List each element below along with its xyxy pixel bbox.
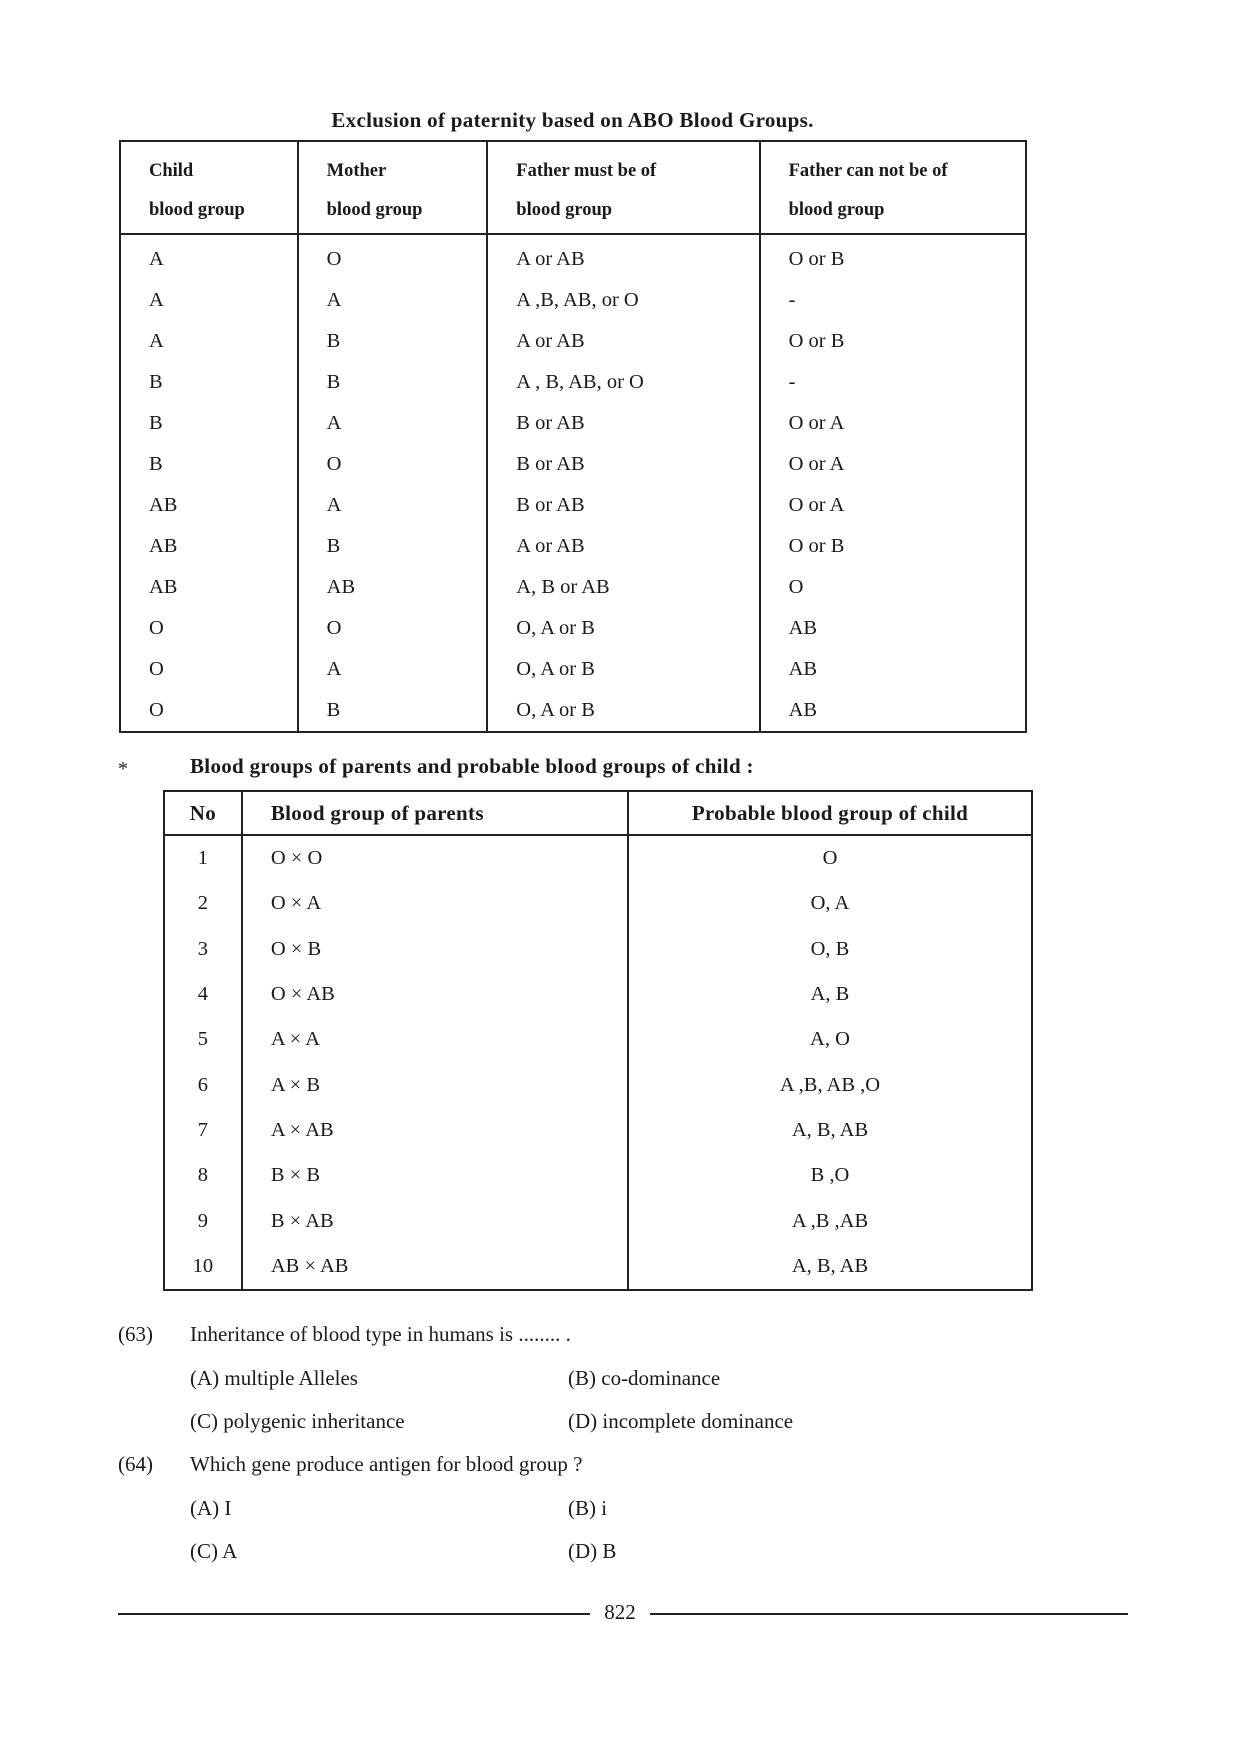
table-cell: O × B bbox=[242, 927, 628, 972]
table-cell: A ,B, AB, or O bbox=[487, 280, 759, 321]
parent-child-blood-group-table bbox=[163, 790, 1033, 1291]
option-d: (D) incomplete dominance bbox=[568, 1409, 794, 1433]
header-line: blood group bbox=[149, 200, 245, 220]
table-cell: A bbox=[120, 280, 298, 321]
table-row bbox=[120, 444, 1026, 485]
header-line: Mother bbox=[326, 161, 387, 181]
table-cell: AB bbox=[788, 658, 818, 680]
table-row bbox=[164, 1198, 1032, 1243]
table-cell: A bbox=[120, 234, 298, 280]
paternity-exclusion-table bbox=[119, 140, 1027, 733]
header-child bbox=[120, 141, 298, 234]
option-b: (B) i bbox=[568, 1496, 608, 1520]
table-cell: A, B bbox=[810, 983, 850, 1006]
table-cell: AB × AB bbox=[242, 1244, 628, 1290]
table-cell: O, A or B bbox=[487, 608, 759, 649]
table-cell: B or AB bbox=[487, 403, 759, 444]
table-row bbox=[164, 1244, 1032, 1290]
table-cell: B bbox=[298, 321, 488, 362]
table-cell: 7 bbox=[164, 1108, 242, 1153]
table-row bbox=[120, 690, 1026, 732]
table-cell: A × AB bbox=[242, 1108, 628, 1153]
table-cell: O bbox=[298, 444, 488, 485]
table1-title: Exclusion of paternity based on ABO Blood Groups. bbox=[331, 108, 814, 132]
page-number: 822 bbox=[604, 1600, 636, 1624]
table-row bbox=[120, 362, 1026, 403]
header-child: Probable blood group of child bbox=[628, 791, 1032, 835]
table2-body bbox=[164, 835, 1032, 1290]
table-cell: AB bbox=[788, 699, 818, 721]
question-number: (64) bbox=[118, 1452, 153, 1476]
header-no: No bbox=[164, 791, 242, 835]
table-cell: AB bbox=[298, 567, 488, 608]
table-cell: A or AB bbox=[487, 321, 759, 362]
table-row bbox=[164, 1153, 1032, 1198]
table-cell: O, A or B bbox=[487, 649, 759, 690]
table-cell: A ,B ,AB bbox=[791, 1209, 869, 1232]
table-cell: O or A bbox=[788, 494, 845, 516]
table-cell: 4 bbox=[164, 972, 242, 1017]
header-line: Child bbox=[149, 161, 194, 181]
header-line: blood group bbox=[326, 200, 423, 220]
table-cell: O bbox=[298, 608, 488, 649]
table-row bbox=[164, 927, 1032, 972]
table-cell: O or B bbox=[788, 535, 845, 557]
table-cell: B × AB bbox=[242, 1198, 628, 1243]
table-cell: - bbox=[788, 371, 796, 393]
table-cell: A ,B, AB ,O bbox=[779, 1073, 881, 1096]
table-cell: 9 bbox=[164, 1198, 242, 1243]
table-cell: B ,O bbox=[810, 1164, 850, 1187]
table-cell: 3 bbox=[164, 927, 242, 972]
table-cell: O, B bbox=[810, 937, 850, 960]
table-cell: B bbox=[120, 362, 298, 403]
header-father-must bbox=[487, 141, 759, 234]
bullet-marker: * bbox=[118, 758, 128, 780]
table-cell: O or A bbox=[788, 453, 845, 475]
table-row bbox=[164, 1017, 1032, 1062]
table-cell: A bbox=[298, 649, 488, 690]
table-row bbox=[164, 881, 1032, 926]
option-a: (A) multiple Alleles bbox=[190, 1366, 358, 1390]
option-c: (C) A bbox=[190, 1539, 238, 1563]
option-c: (C) polygenic inheritance bbox=[190, 1409, 405, 1433]
table-cell: A, B, AB bbox=[791, 1118, 869, 1141]
table-cell: A × B bbox=[242, 1062, 628, 1107]
table-cell: A, B or AB bbox=[487, 567, 759, 608]
table-cell: O bbox=[120, 690, 298, 732]
table-row bbox=[120, 234, 1026, 280]
table-cell: B bbox=[298, 690, 488, 732]
table1-body bbox=[120, 234, 1026, 732]
table-cell: A × A bbox=[242, 1017, 628, 1062]
table-cell: O bbox=[298, 234, 488, 280]
table-cell: A bbox=[298, 485, 488, 526]
question-text: Which gene produce antigen for blood group ? bbox=[190, 1452, 583, 1476]
table-cell: A bbox=[298, 403, 488, 444]
table-cell: - bbox=[788, 289, 796, 311]
table-row bbox=[164, 1108, 1032, 1153]
table-cell: 2 bbox=[164, 881, 242, 926]
table-cell: 1 bbox=[164, 835, 242, 881]
table-cell: AB bbox=[120, 567, 298, 608]
table-cell: B or AB bbox=[487, 444, 759, 485]
table-cell: B bbox=[120, 444, 298, 485]
header-line: Father can not be of bbox=[788, 161, 948, 181]
table2-title: Blood groups of parents and probable blood groups of child : bbox=[190, 754, 754, 778]
footer-rule-right bbox=[650, 1613, 1128, 1615]
option-d: (D) B bbox=[568, 1539, 617, 1563]
table-row bbox=[120, 608, 1026, 649]
table-row bbox=[120, 649, 1026, 690]
header-line: blood group bbox=[788, 200, 885, 220]
table-header-row bbox=[164, 791, 1032, 835]
table-row bbox=[120, 485, 1026, 526]
table-cell: O or B bbox=[788, 248, 845, 270]
table-header-row bbox=[120, 141, 1026, 234]
table-row bbox=[120, 280, 1026, 321]
table-cell: O, A bbox=[810, 892, 850, 915]
table-cell: AB bbox=[120, 485, 298, 526]
header-line: Father must be of bbox=[516, 161, 657, 181]
question-text: Inheritance of blood type in humans is ........ . bbox=[190, 1322, 571, 1346]
table-row bbox=[164, 972, 1032, 1017]
table-cell: O bbox=[120, 649, 298, 690]
header-line: blood group bbox=[516, 200, 613, 220]
table-cell: O × O bbox=[242, 835, 628, 881]
table-cell: O bbox=[120, 608, 298, 649]
table-cell: 5 bbox=[164, 1017, 242, 1062]
table-cell: O or A bbox=[788, 412, 845, 434]
table-cell: O bbox=[788, 576, 804, 598]
header-father-cannot bbox=[760, 141, 1026, 234]
table-cell: O, A or B bbox=[487, 690, 759, 732]
table-cell: O or B bbox=[788, 330, 845, 352]
option-a: (A) I bbox=[190, 1496, 232, 1520]
table-cell: B bbox=[120, 403, 298, 444]
header-parents: Blood group of parents bbox=[242, 791, 628, 835]
table-cell: B bbox=[298, 362, 488, 403]
table-cell: AB bbox=[788, 617, 818, 639]
table-cell: 10 bbox=[164, 1244, 242, 1290]
table-cell: O × AB bbox=[242, 972, 628, 1017]
table-row bbox=[120, 567, 1026, 608]
table-cell: B or AB bbox=[487, 485, 759, 526]
option-b: (B) co-dominance bbox=[568, 1366, 721, 1390]
table-cell: B × B bbox=[242, 1153, 628, 1198]
table-row bbox=[120, 321, 1026, 362]
question-number: (63) bbox=[118, 1322, 153, 1346]
table-cell: B bbox=[298, 526, 488, 567]
table-cell: A , B, AB, or O bbox=[487, 362, 759, 403]
table-row bbox=[120, 403, 1026, 444]
table-cell: 8 bbox=[164, 1153, 242, 1198]
table-cell: A bbox=[298, 280, 488, 321]
table-cell: A, O bbox=[810, 1028, 850, 1051]
table-cell: O bbox=[822, 847, 838, 870]
table-cell: 6 bbox=[164, 1062, 242, 1107]
table-cell: A or AB bbox=[487, 234, 759, 280]
table-cell: A or AB bbox=[487, 526, 759, 567]
table-cell: O × A bbox=[242, 881, 628, 926]
table-cell: A, B, AB bbox=[791, 1254, 869, 1277]
table-cell: A bbox=[120, 321, 298, 362]
table-cell: AB bbox=[120, 526, 298, 567]
footer-rule-left bbox=[118, 1613, 590, 1615]
table-row bbox=[164, 1062, 1032, 1107]
header-mother bbox=[298, 141, 488, 234]
table-row bbox=[120, 526, 1026, 567]
table-row bbox=[164, 835, 1032, 881]
